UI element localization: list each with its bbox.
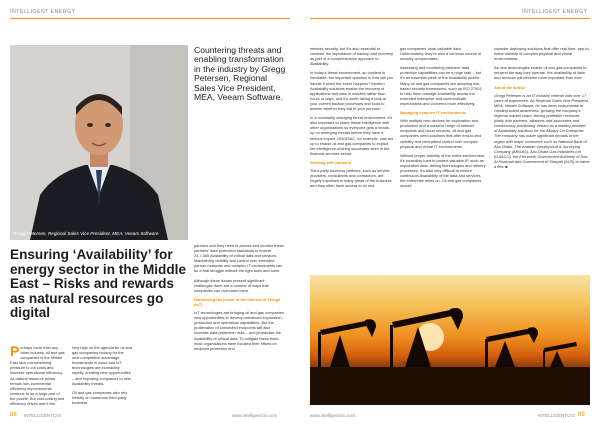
paragraph: very high on the agenda for oil and gas companies looking for the next competitive advantage. Investments in cloud and IoT technologies are increasing rapidly, creating new opportunities – and exposing companies to new Availability threats. xyxy=(72,345,132,386)
photo-caption: Gregg Petersen, Regional Sales Vice President, MEA, Veeam Software xyxy=(13,231,159,236)
header-right: INTELLIGENT ENERGY xyxy=(522,9,588,15)
oil-field-photo xyxy=(310,275,590,405)
subheading: Harnessing the power of the Internet of Things (IoT) xyxy=(194,296,281,307)
page-number-left: 88 xyxy=(10,412,17,418)
brand-left: INTELLIGENTCIO xyxy=(24,413,62,418)
author-photo xyxy=(10,45,188,240)
body-column-5 xyxy=(400,46,486,272)
paragraph: With multiple new devices for exploration and production and a massive range of network endpoints and cloud services, oil and gas companies need solutions that offer end-to-end visibility and centralised control over complex physical and virtual IT environments. xyxy=(400,118,482,149)
subheading: About the author xyxy=(494,84,526,90)
body-column-1 xyxy=(10,345,66,407)
paragraph: Although these issues present significant challenges there are a number of ways that companies can overcome them. xyxy=(194,277,269,293)
paragraph: As new technologies enable oil and gas companies to reinvent the way they operate, the Availability of data and services will become more important than ever. xyxy=(494,65,587,81)
url-left: www.intelligentcio.com xyxy=(232,413,278,418)
paragraph: Assessing and monitoring partners’ data protection capabilities can be a huge task – but it’s an essential piece of the Availability puzzle. Many oil and gas companies are adopting risk-based security frameworks, such as ISO 27001, to help them manage Availability across the extended enterprise and communicate expectations and concerns more effectively. xyxy=(400,65,483,106)
paragraph: Without proper visibility of the entire environment, it’s incredibly hard to protect valuable IP, such as exploration data, drilling technologies and refinery processes. It’s also very difficult to ensure continuous Availability of the data and services the enterprise relies on. Oil and gas companies should xyxy=(400,152,486,189)
paragraph: Oil and gas companies also rely heavily on numerous third-party business xyxy=(72,389,128,405)
article-title: Ensuring ‘Availability’ for energy sector in the Middle East – Risks and rewards as natural resources go digital xyxy=(10,247,187,321)
author-bio: Gregg Petersen is an IT industry veteran with over 17 years of experience. As Regional Sales Vice President, MEA, Veeam Software, he has been instrumental in creating brand awareness, growing the company’s regional market share, driving profitable revenues jointly with partners, alliances and associates and continuously positioning Veeam as a leading provider of Availability solutions for the Always-On Enterprise. The company has made significant inroads in the region with major customers such as National Bank of Abu Dhabi, The Arabian Geophysical & Surveying Company (ARGAS), Abu Dhabi Gas Industries Ltd (GASCO), the Electronic Government Authority of Ras Al Khaimah and Government of Sharjah (AUS) to name a few. ■ xyxy=(494,92,590,169)
paragraph: consider deploying solutions that offer real-time, app-to-metal visibility of complex physical and virtual environments. xyxy=(494,46,590,62)
paragraph: In a constantly changing threat environment, it’s also important to share threat intelligence with other organisations so everyone gets a heads-up on emerging threats before they have a serious impact. ONGISAC, for example, was set up to enable oil and gas companies to exploit the intelligence-sharing successes seen in the financial services sector. xyxy=(310,115,394,156)
url-right: www.intelligentcio.com xyxy=(310,413,356,418)
header-rule-left xyxy=(10,18,290,19)
intro-text: erhaps more than any other industry, oil and gas companies in the Middle East face overwhelming pressure to cut costs and increase operational efficiency. As natural resource prices remain low, incremental efficiency improvements continue to be a huge part of the puzzle. But cost-cutting and efficiency drives aren’t the xyxy=(10,345,65,407)
pumpjack-silhouette-image xyxy=(310,275,590,405)
paragraph: IoT technologies are bringing oil and gas companies new opportunities to develop advanced exploration, production and operations capabilities. But the proliferation of connected endpoints will also increase data protection risks – and jeopardise the Availability of critical data. To mitigate these risks, most organisations have focused their efforts on endpoint protection and xyxy=(194,310,284,351)
body-column-4 xyxy=(310,46,394,272)
brand-right: INTELLIGENTCIO xyxy=(538,413,576,418)
paragraph: gas companies’ most valuable data. Unfortunately, they’re also a common source of security compromises. xyxy=(400,46,482,62)
header-rule-right xyxy=(310,18,590,19)
body-column-3 xyxy=(194,243,284,411)
paragraph: partners and they need to access and monitor these partners’ data protection standards to ensure 24.7.365 Availability of critical data and services. Maintaining visibility and control over extended partner networks and complex IT environments can be a real struggle without the right tools and tools. xyxy=(194,243,284,274)
paragraph: In today’s threat environment, an incident is inevitable; the important question is how will you handle it when the event happens? Modern Availability solutions enable the recovery of applications and data in minutes rather than hours or days, and it’s worth taking a look at your current backup processes and tools to assess whether they still fit your purpose. xyxy=(310,70,394,112)
subheading: Managing complex IT environments xyxy=(400,110,467,116)
page-number-right: 89 xyxy=(578,412,585,418)
drop-cap: P xyxy=(10,345,20,359)
paragraph: network security, but it’s also essential to consider the importance of backup and recovery as part of a comprehensive approach to Availability. xyxy=(310,46,394,67)
man-in-suit-image xyxy=(10,45,188,240)
body-column-2 xyxy=(72,345,132,407)
subheading: Working with partners xyxy=(310,159,351,165)
paragraph: Third-party business partners, such as service providers, consultants and contractors, are hugely important in many areas of the business and they often have access to oil and xyxy=(310,167,392,189)
body-column-6 xyxy=(494,46,590,272)
pullquote: Countering threats and enabling transformation in the industry by Gregg Petersen, Regional Sales Vice President, MEA, Veeam Software. xyxy=(194,45,286,103)
header-left: INTELLIGENT ENERGY xyxy=(10,9,76,15)
